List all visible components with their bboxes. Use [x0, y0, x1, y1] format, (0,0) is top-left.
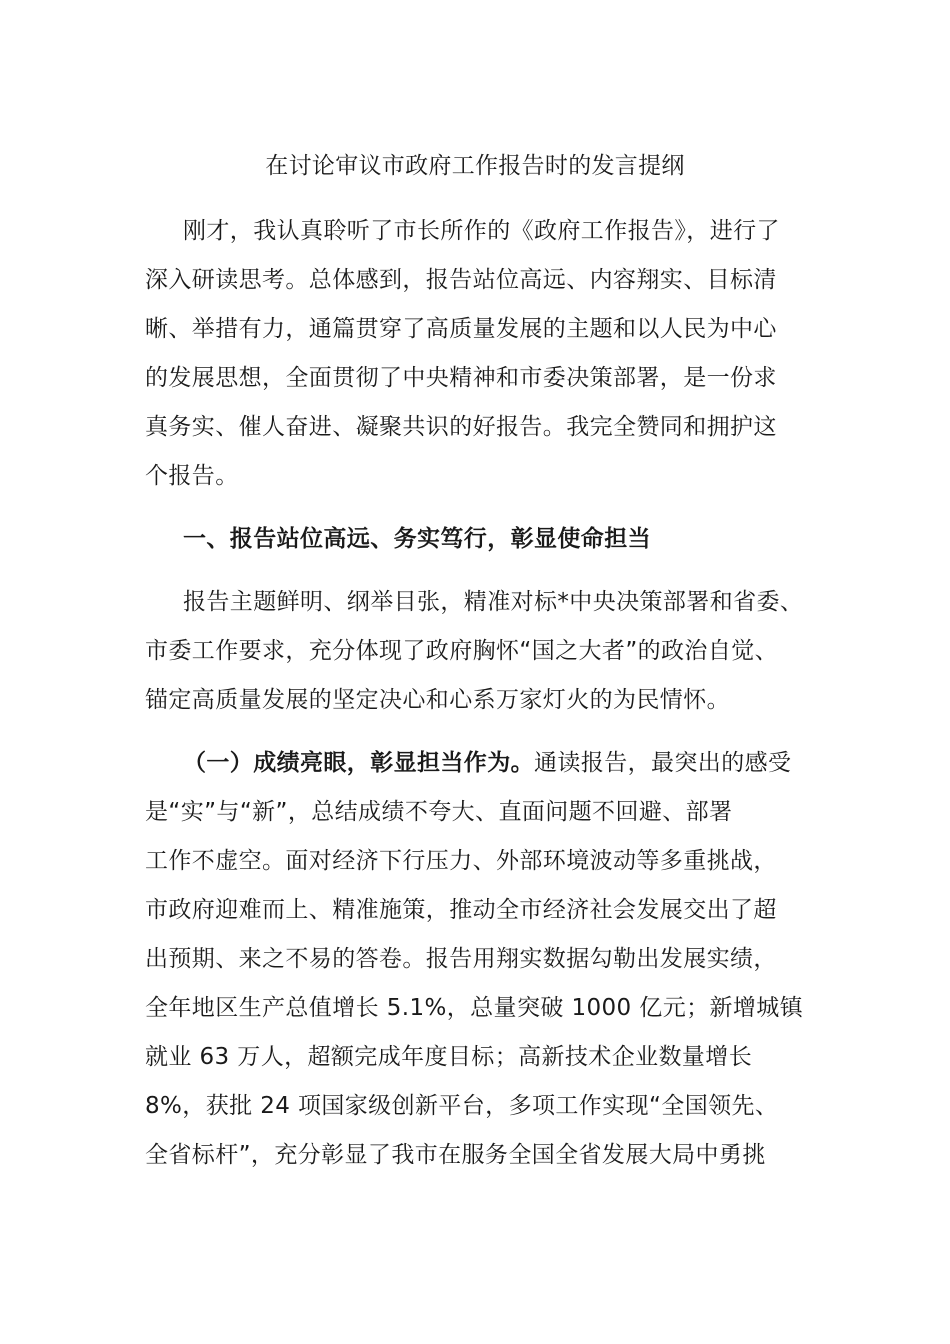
subsection-1-line-6: 全年地区生产总值增长 5.1%，总量突破 1000 亿元；新增城镇 — [145, 995, 804, 1021]
subsection-1-line-2: 是“实”与“新”，总结成绩不夸大、直面问题不回避、部署 — [145, 799, 733, 825]
subsection-1-line-9: 全省标杆”，充分彰显了我市在服务全国全省发展大局中勇挑 — [145, 1142, 766, 1168]
section-1-line-1: 报告主题鲜明、纲举目张，精准对标*中央决策部署和省委、 — [183, 589, 804, 615]
intro-line-4: 的发展思想，全面贯彻了中央精神和市委决策部署，是一份求 — [145, 365, 777, 391]
document-title: 在讨论审议市政府工作报告时的发言提纲 — [265, 153, 685, 179]
intro-line-2: 深入研读思考。总体感到，报告站位高远、内容翔实、目标清 — [145, 267, 777, 293]
subsection-1-heading: （一）成绩亮眼，彰显担当作为。 — [183, 750, 534, 776]
section-1-heading: 一、报告站位高远、务实笃行，彰显使命担当 — [183, 526, 651, 552]
subsection-1-line-1 — [183, 743, 791, 783]
subsection-1-line-8: 8%，获批 24 项国家级创新平台，多项工作实现“全国领先、 — [145, 1093, 779, 1119]
intro-line-3: 晰、举措有力，通篇贯穿了高质量发展的主题和以人民为中心 — [145, 316, 777, 342]
subsection-1-line-4: 市政府迎难而上、精准施策，推动全市经济社会发展交出了超 — [145, 897, 777, 923]
subsection-1-first-text: 通读报告，最突出的感受 — [534, 750, 792, 776]
intro-line-6: 个报告。 — [145, 463, 239, 489]
intro-line-1: 刚才，我认真聆听了市长所作的《政府工作报告》，进行了 — [183, 218, 780, 244]
section-1-line-2: 市委工作要求，充分体现了政府胸怀“国之大者”的政治自觉、 — [145, 638, 779, 664]
section-1-line-3: 锚定高质量发展的坚定决心和心系万家灯火的为民情怀。 — [145, 687, 730, 713]
subsection-1-line-7: 就业 63 万人，超额完成年度目标；高新技术企业数量增长 — [145, 1044, 753, 1070]
subsection-1-line-3: 工作不虚空。面对经济下行压力、外部环境波动等多重挑战， — [145, 848, 777, 874]
subsection-1-line-5: 出预期、来之不易的答卷。报告用翔实数据勾勒出发展实绩， — [145, 946, 777, 972]
intro-line-5: 真务实、催人奋进、凝聚共识的好报告。我完全赞同和拥护这 — [145, 414, 777, 440]
